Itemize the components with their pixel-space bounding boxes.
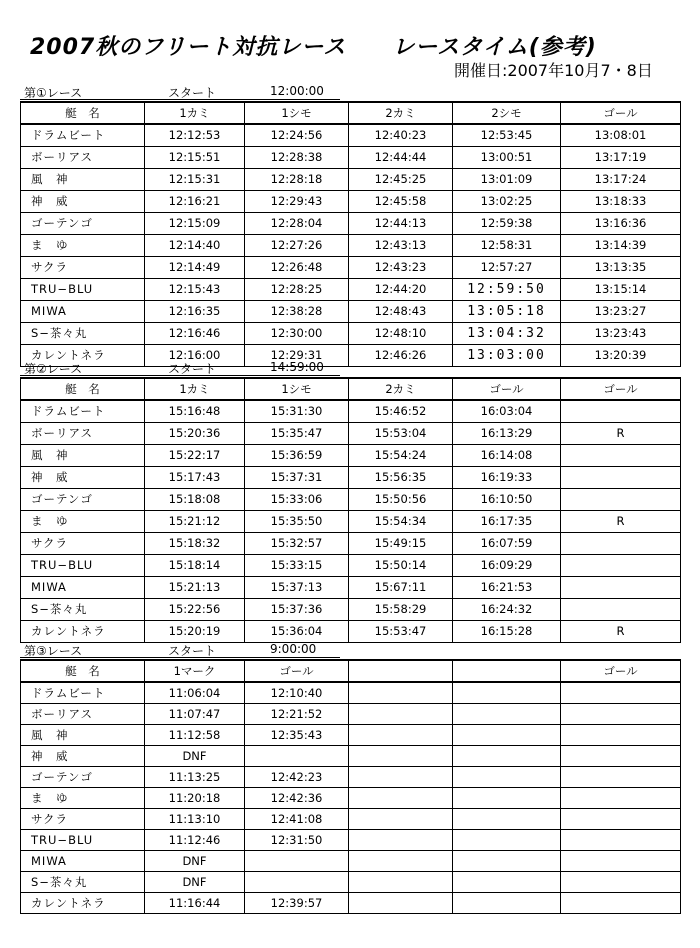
table-row (21, 532, 681, 554)
boat-name: カレントネラ (21, 620, 145, 642)
time-cell: 12:28:38 (245, 146, 349, 168)
time-cell (453, 892, 561, 913)
time-cell (561, 532, 681, 554)
time-cell (453, 787, 561, 808)
time-cell: DNF (145, 871, 245, 892)
time-cell: 12:16:46 (145, 322, 245, 344)
time-cell: 15:67:11 (349, 576, 453, 598)
boat-name: ゴーテンゴ (21, 212, 145, 234)
column-header: 2シモ (453, 102, 561, 124)
time-cell: 12:15:43 (145, 278, 245, 300)
time-cell: 16:19:33 (453, 466, 561, 488)
race-name: 第①レース (24, 86, 83, 100)
time-cell: 12:43:23 (349, 256, 453, 278)
time-cell: 13:17:19 (561, 146, 681, 168)
race-2-table (20, 377, 681, 643)
time-cell: R (561, 510, 681, 532)
column-header (349, 660, 453, 682)
table-row (21, 703, 681, 724)
time-cell: 12:44:44 (349, 146, 453, 168)
time-cell (561, 829, 681, 850)
boat-name: ドラムビート (21, 682, 145, 703)
table-row (21, 510, 681, 532)
time-cell: 15:37:36 (245, 598, 349, 620)
table-row (21, 146, 681, 168)
divider (20, 375, 340, 376)
boat-name: ま ゆ (21, 510, 145, 532)
table-row (21, 871, 681, 892)
time-cell (349, 724, 453, 745)
column-header (453, 660, 561, 682)
time-cell: 12:27:26 (245, 234, 349, 256)
time-cell: 12:44:13 (349, 212, 453, 234)
time-cell (349, 892, 453, 913)
time-cell (245, 850, 349, 871)
time-cell: 15:50:14 (349, 554, 453, 576)
race-1-table (20, 101, 681, 367)
time-cell: 15:35:50 (245, 510, 349, 532)
table-row (21, 808, 681, 829)
boat-name: S−茶々丸 (21, 322, 145, 344)
time-cell: 12:45:58 (349, 190, 453, 212)
time-cell: 15:32:57 (245, 532, 349, 554)
table-row (21, 300, 681, 322)
boat-name: サクラ (21, 256, 145, 278)
time-cell (561, 850, 681, 871)
start-time: 14:59:00 (270, 360, 324, 374)
time-cell: 12:15:51 (145, 146, 245, 168)
time-cell: 12:15:09 (145, 212, 245, 234)
time-cell (561, 703, 681, 724)
race-3-table (20, 659, 681, 914)
boat-name: カレントネラ (21, 892, 145, 913)
time-cell: 13:17:24 (561, 168, 681, 190)
boat-name: ま ゆ (21, 234, 145, 256)
table-row (21, 190, 681, 212)
table-row (21, 212, 681, 234)
time-cell (561, 724, 681, 745)
time-cell: 15:46:52 (349, 400, 453, 422)
time-cell (561, 745, 681, 766)
column-header: 1カミ (145, 102, 245, 124)
time-cell (349, 808, 453, 829)
time-cell (349, 703, 453, 724)
table-row (21, 598, 681, 620)
time-cell: 15:50:56 (349, 488, 453, 510)
column-header-boat: 艇 名 (21, 660, 145, 682)
time-cell: 15:18:08 (145, 488, 245, 510)
time-cell: 15:16:48 (145, 400, 245, 422)
time-cell (453, 766, 561, 787)
boat-name: ボーリアス (21, 703, 145, 724)
time-cell: 15:54:34 (349, 510, 453, 532)
time-cell: 16:09:29 (453, 554, 561, 576)
boat-name: 風 神 (21, 168, 145, 190)
time-cell: 16:14:08 (453, 444, 561, 466)
boat-name: 風 神 (21, 444, 145, 466)
column-header: ゴール (561, 660, 681, 682)
boat-name: ゴーテンゴ (21, 488, 145, 510)
boat-name: S−茶々丸 (21, 871, 145, 892)
table-row (21, 892, 681, 913)
boat-name: MIWA (21, 850, 145, 871)
time-cell (349, 871, 453, 892)
column-header: ゴール (561, 102, 681, 124)
boat-name: 神 威 (21, 745, 145, 766)
document-subtitle: レースタイム(参考) (392, 35, 597, 60)
time-cell: 11:12:46 (145, 829, 245, 850)
boat-name: ボーリアス (21, 422, 145, 444)
time-cell: 13:00:51 (453, 146, 561, 168)
column-header-boat: 艇 名 (21, 102, 145, 124)
time-cell (561, 400, 681, 422)
time-cell: 16:07:59 (453, 532, 561, 554)
time-cell (453, 808, 561, 829)
time-cell: 12:26:48 (245, 256, 349, 278)
time-cell (561, 444, 681, 466)
time-cell: 12:42:36 (245, 787, 349, 808)
time-cell: 12:16:21 (145, 190, 245, 212)
start-time: 12:00:00 (270, 84, 324, 98)
time-cell: 13:15:14 (561, 278, 681, 300)
table-row (21, 124, 681, 146)
column-header-boat: 艇 名 (21, 378, 145, 400)
time-cell: 12:40:23 (349, 124, 453, 146)
boat-name: ま ゆ (21, 787, 145, 808)
time-cell: 12:12:53 (145, 124, 245, 146)
time-cell (453, 829, 561, 850)
boat-name: ゴーテンゴ (21, 766, 145, 787)
boat-name: TRU−BLU (21, 554, 145, 576)
time-cell: 15:21:12 (145, 510, 245, 532)
start-label: スタート (168, 644, 217, 658)
time-cell: 15:53:04 (349, 422, 453, 444)
time-cell: 12:29:31 (245, 344, 349, 366)
column-header: ゴール (561, 378, 681, 400)
time-cell: 15:20:19 (145, 620, 245, 642)
time-cell: 16:17:35 (453, 510, 561, 532)
time-cell (561, 787, 681, 808)
column-header: ゴール (453, 378, 561, 400)
time-cell: 15:56:35 (349, 466, 453, 488)
time-cell: 12:59:50 (453, 278, 561, 300)
time-cell (453, 682, 561, 703)
time-cell: 12:28:18 (245, 168, 349, 190)
time-cell (453, 703, 561, 724)
table-header-row (21, 102, 681, 124)
boat-name: S−茶々丸 (21, 598, 145, 620)
table-row (21, 278, 681, 300)
column-header: 1カミ (145, 378, 245, 400)
time-cell: 11:13:25 (145, 766, 245, 787)
race-name: 第③レース (24, 644, 83, 658)
table-row (21, 850, 681, 871)
column-header: 1シモ (245, 378, 349, 400)
time-cell: 12:21:52 (245, 703, 349, 724)
table-row (21, 256, 681, 278)
time-cell: 15:58:29 (349, 598, 453, 620)
time-cell: 15:37:31 (245, 466, 349, 488)
document-title (30, 30, 597, 61)
time-cell (561, 682, 681, 703)
time-cell: 15:36:59 (245, 444, 349, 466)
time-cell: 12:30:00 (245, 322, 349, 344)
table-row (21, 787, 681, 808)
time-cell (349, 745, 453, 766)
time-cell: 12:58:31 (453, 234, 561, 256)
boat-name: MIWA (21, 576, 145, 598)
time-cell (245, 871, 349, 892)
time-cell (453, 724, 561, 745)
time-cell: 12:14:40 (145, 234, 245, 256)
time-cell: 12:42:23 (245, 766, 349, 787)
table-row (21, 682, 681, 703)
time-cell: 15:37:13 (245, 576, 349, 598)
time-cell: 12:29:43 (245, 190, 349, 212)
time-cell: 15:33:15 (245, 554, 349, 576)
time-cell: 12:41:08 (245, 808, 349, 829)
time-cell (561, 576, 681, 598)
time-cell: 13:13:35 (561, 256, 681, 278)
time-cell: 15:21:13 (145, 576, 245, 598)
time-cell (561, 766, 681, 787)
time-cell: 12:28:25 (245, 278, 349, 300)
table-row (21, 745, 681, 766)
time-cell: 13:23:27 (561, 300, 681, 322)
table-row (21, 829, 681, 850)
time-cell: R (561, 620, 681, 642)
time-cell: 15:17:43 (145, 466, 245, 488)
time-cell: 11:20:18 (145, 787, 245, 808)
time-cell (561, 808, 681, 829)
time-cell: 16:10:50 (453, 488, 561, 510)
time-cell: 12:15:31 (145, 168, 245, 190)
start-time: 9:00:00 (270, 642, 317, 656)
time-cell (561, 892, 681, 913)
time-cell: 15:22:56 (145, 598, 245, 620)
time-cell: 12:28:04 (245, 212, 349, 234)
time-cell: 11:16:44 (145, 892, 245, 913)
column-header: 2カミ (349, 102, 453, 124)
time-cell: 12:57:27 (453, 256, 561, 278)
table-row (21, 400, 681, 422)
table-row (21, 444, 681, 466)
time-cell: 13:23:43 (561, 322, 681, 344)
time-cell: 12:31:50 (245, 829, 349, 850)
time-cell: 15:18:32 (145, 532, 245, 554)
time-cell (453, 871, 561, 892)
table-row (21, 488, 681, 510)
time-cell: 15:31:30 (245, 400, 349, 422)
time-cell (349, 829, 453, 850)
time-cell (561, 554, 681, 576)
boat-name: カレントネラ (21, 344, 145, 366)
table-row (21, 554, 681, 576)
boat-name: 神 威 (21, 190, 145, 212)
table-row (21, 724, 681, 745)
time-cell (245, 745, 349, 766)
time-cell: 11:12:58 (145, 724, 245, 745)
time-cell: 16:15:28 (453, 620, 561, 642)
time-cell (561, 466, 681, 488)
time-cell: 12:24:56 (245, 124, 349, 146)
time-cell (349, 787, 453, 808)
time-cell: 13:02:25 (453, 190, 561, 212)
time-cell (349, 766, 453, 787)
boat-name: 神 威 (21, 466, 145, 488)
time-cell: 12:46:26 (349, 344, 453, 366)
boat-name: TRU−BLU (21, 829, 145, 850)
time-cell: 16:03:04 (453, 400, 561, 422)
time-cell: 12:16:00 (145, 344, 245, 366)
time-cell: 11:07:47 (145, 703, 245, 724)
time-cell: 12:48:10 (349, 322, 453, 344)
time-cell (561, 871, 681, 892)
time-cell: 13:01:09 (453, 168, 561, 190)
time-cell (349, 850, 453, 871)
boat-name: ドラムビート (21, 124, 145, 146)
time-cell: 15:22:17 (145, 444, 245, 466)
time-cell: 12:16:35 (145, 300, 245, 322)
time-cell: 13:16:36 (561, 212, 681, 234)
time-cell: 15:36:04 (245, 620, 349, 642)
time-cell: 16:13:29 (453, 422, 561, 444)
boat-name: サクラ (21, 808, 145, 829)
time-cell: 11:06:04 (145, 682, 245, 703)
time-cell (561, 598, 681, 620)
time-cell: 13:18:33 (561, 190, 681, 212)
time-cell: R (561, 422, 681, 444)
time-cell: 13:03:00 (453, 344, 561, 366)
race-2-header (20, 358, 680, 376)
time-cell: 13:14:39 (561, 234, 681, 256)
table-row (21, 168, 681, 190)
race-1-header (20, 82, 680, 100)
time-cell: 12:43:13 (349, 234, 453, 256)
column-header: 2カミ (349, 378, 453, 400)
start-label: スタート (168, 86, 217, 100)
time-cell: 15:49:15 (349, 532, 453, 554)
race-name: 第②レース (24, 362, 83, 376)
column-header: ゴール (245, 660, 349, 682)
time-cell: 12:38:28 (245, 300, 349, 322)
time-cell: 11:13:10 (145, 808, 245, 829)
time-cell: 15:18:14 (145, 554, 245, 576)
time-cell: 12:35:43 (245, 724, 349, 745)
boat-name: MIWA (21, 300, 145, 322)
boat-name: TRU−BLU (21, 278, 145, 300)
table-header-row (21, 660, 681, 682)
time-cell: 12:45:25 (349, 168, 453, 190)
table-header-row (21, 378, 681, 400)
time-cell (561, 488, 681, 510)
time-cell: 15:35:47 (245, 422, 349, 444)
time-cell: 12:14:49 (145, 256, 245, 278)
time-cell: 15:54:24 (349, 444, 453, 466)
boat-name: ボーリアス (21, 146, 145, 168)
table-row (21, 466, 681, 488)
time-cell: 12:53:45 (453, 124, 561, 146)
divider (20, 99, 340, 100)
time-cell: 12:48:43 (349, 300, 453, 322)
time-cell: DNF (145, 850, 245, 871)
table-row (21, 234, 681, 256)
event-title: 2007秋のフリート対抗レース (30, 35, 347, 60)
divider (20, 657, 340, 658)
table-row (21, 620, 681, 642)
time-cell: 13:20:39 (561, 344, 681, 366)
column-header: 1マーク (145, 660, 245, 682)
time-cell: 13:04:32 (453, 322, 561, 344)
time-cell: 13:08:01 (561, 124, 681, 146)
time-cell: DNF (145, 745, 245, 766)
start-label: スタート (168, 362, 217, 376)
table-row (21, 322, 681, 344)
column-header: 1シモ (245, 102, 349, 124)
time-cell: 15:33:06 (245, 488, 349, 510)
boat-name: ドラムビート (21, 400, 145, 422)
table-row (21, 766, 681, 787)
time-cell (349, 682, 453, 703)
time-cell (453, 745, 561, 766)
time-cell: 12:44:20 (349, 278, 453, 300)
time-cell: 12:59:38 (453, 212, 561, 234)
time-cell: 12:10:40 (245, 682, 349, 703)
boat-name: 風 神 (21, 724, 145, 745)
table-row (21, 576, 681, 598)
time-cell (453, 850, 561, 871)
race-3-header (20, 640, 680, 658)
table-row (21, 422, 681, 444)
boat-name: サクラ (21, 532, 145, 554)
time-cell: 13:05:18 (453, 300, 561, 322)
time-cell: 16:21:53 (453, 576, 561, 598)
time-cell: 15:53:47 (349, 620, 453, 642)
time-cell: 15:20:36 (145, 422, 245, 444)
time-cell: 16:24:32 (453, 598, 561, 620)
event-date: 開催日:2007年10月7・8日 (454, 61, 653, 80)
time-cell: 12:39:57 (245, 892, 349, 913)
